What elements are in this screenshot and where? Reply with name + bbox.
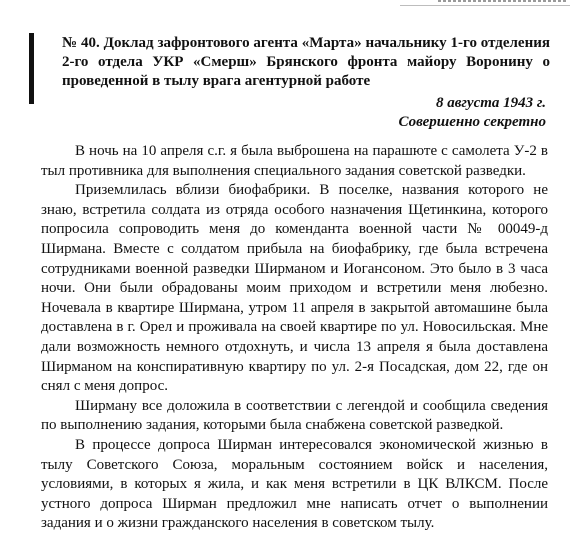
margin-bar	[29, 33, 34, 104]
body-paragraph: Ширману все доложила в соответствии с легендой и сообщила сведения по выполнению задания, которыми была снабжена советской разведкой.	[41, 397, 548, 434]
document-heading: № 40. Доклад зафронтового агента «Марта» начальнику 1-го отделения 2-го отдела УКР «Смерш» Брянского фронта майору Воронину о проведенной в тылу врага агентурной работе	[62, 35, 550, 89]
page-header-rule	[400, 0, 570, 6]
classification-label: Совершенно секретно	[398, 114, 546, 130]
document-date: 8 августа 1943 г.	[435, 95, 546, 111]
dateline	[398, 94, 546, 132]
body-paragraph: В ночь на 10 апреля с.г. я была выброшена на парашюте с самолета У-2 в тыл противника для выполнения специального задания советской разведки.	[41, 143, 548, 179]
body-paragraph: В процессе допроса Ширман интересовался экономической жизнью в тылу Советского Союза, моральным состоянием войск и населения, условиями, в которых я жила, и как меня встретили в ЦК ВЛКСМ. После устного допроса Ширман предложил мне написать отчет о выполнении задания и о жизни гражданского населения в советском тылу.	[41, 436, 548, 532]
body-paragraph: Приземлилась вблизи биофабрики. В поселке, названия которого не знаю, встретила солдата из отряда особого назначения Щетинкина, которого попросила сопроводить меня до коменданта военной части № 00049-д Ширмана. Вместе с солдатом прибыла на биофабрику, где была встречена сотрудниками военной разведки Ширманом и Иогансоном. Это было в 3 часа ночи. Они были обрадованы моим приходом и встретили меня любезно. Ночевала в квартире Ширмана, утром 11 апреля в закрытой автомашине была доставлена в г. Орел и проживала на своей квартире по ул. Новосильская. Мне дали возможность немного отдохнуть, и числа 13 апреля я была доставлена Ширманом на конспиративную квартиру по ул. 2-я Посадская, дом 22, где он снял с меня допрос.	[41, 182, 548, 395]
running-header-remnant	[438, 0, 568, 2]
document-body	[41, 142, 548, 534]
